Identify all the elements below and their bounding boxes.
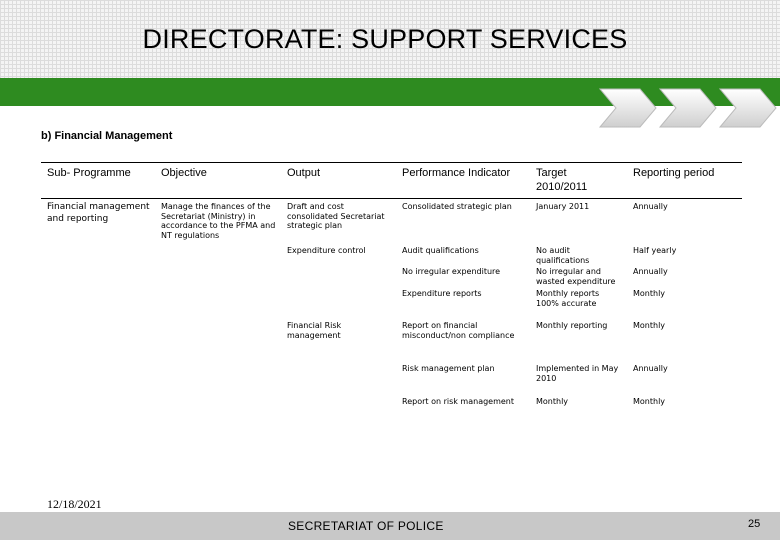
section-heading: b) Financial Management (41, 130, 173, 142)
target-cell: Monthly reports 100% accurate (536, 289, 600, 308)
column-header-reporting-period: Reporting period (633, 167, 715, 179)
indicator-cell: Report on risk management (402, 397, 515, 406)
target-cell: No audit qualifications (536, 246, 590, 265)
target-cell: No irregular and wasted expenditure (536, 267, 616, 286)
objective-cell: Manage the finances of the Secretariat (Ministry) in accordance to the PFMA and NT regulations (161, 202, 276, 240)
reporting-period-cell: Monthly (633, 289, 666, 298)
column-header-target: Target 2010/2011 (536, 167, 588, 194)
indicator-cell: No irregular expenditure (402, 267, 501, 276)
target-cell: January 2011 (536, 202, 590, 211)
reporting-period-cell: Monthly (633, 321, 666, 330)
column-header-performance-indicator: Performance Indicator (402, 167, 511, 179)
chevron-icon (720, 89, 776, 127)
table-header-divider (41, 198, 742, 199)
column-header-sub-programme: Sub- Programme (47, 167, 131, 179)
column-header-output: Output (287, 167, 321, 179)
footer-organization: SECRETARIAT OF POLICE (288, 519, 444, 533)
table-top-border (41, 162, 742, 163)
indicator-cell: Report on financial misconduct/non compliance (402, 321, 515, 340)
page-title: DIRECTORATE: SUPPORT SERVICES (142, 24, 628, 54)
indicator-cell: Consolidated strategic plan (402, 202, 512, 211)
column-header-objective: Objective (161, 167, 207, 179)
indicator-cell: Audit qualifications (402, 246, 479, 255)
reporting-period-cell: Half yearly (633, 246, 677, 255)
reporting-period-cell: Annually (633, 202, 668, 211)
sub-programme-cell: Financial management and reporting (47, 202, 150, 224)
page-number: 25 (748, 518, 761, 530)
reporting-period-cell: Annually (633, 364, 668, 373)
output-cell: Expenditure control (287, 246, 366, 255)
chevron-icon (600, 89, 656, 127)
indicator-cell: Expenditure reports (402, 289, 482, 298)
indicator-cell: Risk management plan (402, 364, 495, 373)
chevron-arrows-icon (598, 87, 778, 129)
chevron-icon (660, 89, 716, 127)
target-cell: Monthly reporting (536, 321, 608, 330)
reporting-period-cell: Monthly (633, 397, 666, 406)
reporting-period-cell: Annually (633, 267, 668, 276)
target-cell: Monthly (536, 397, 569, 406)
target-cell: Implemented in May 2010 (536, 364, 619, 383)
output-cell: Financial Risk management (287, 321, 342, 340)
output-cell: Draft and cost consolidated Secretariat strategic plan (287, 202, 385, 231)
footer-date: 12/18/2021 (47, 497, 102, 511)
